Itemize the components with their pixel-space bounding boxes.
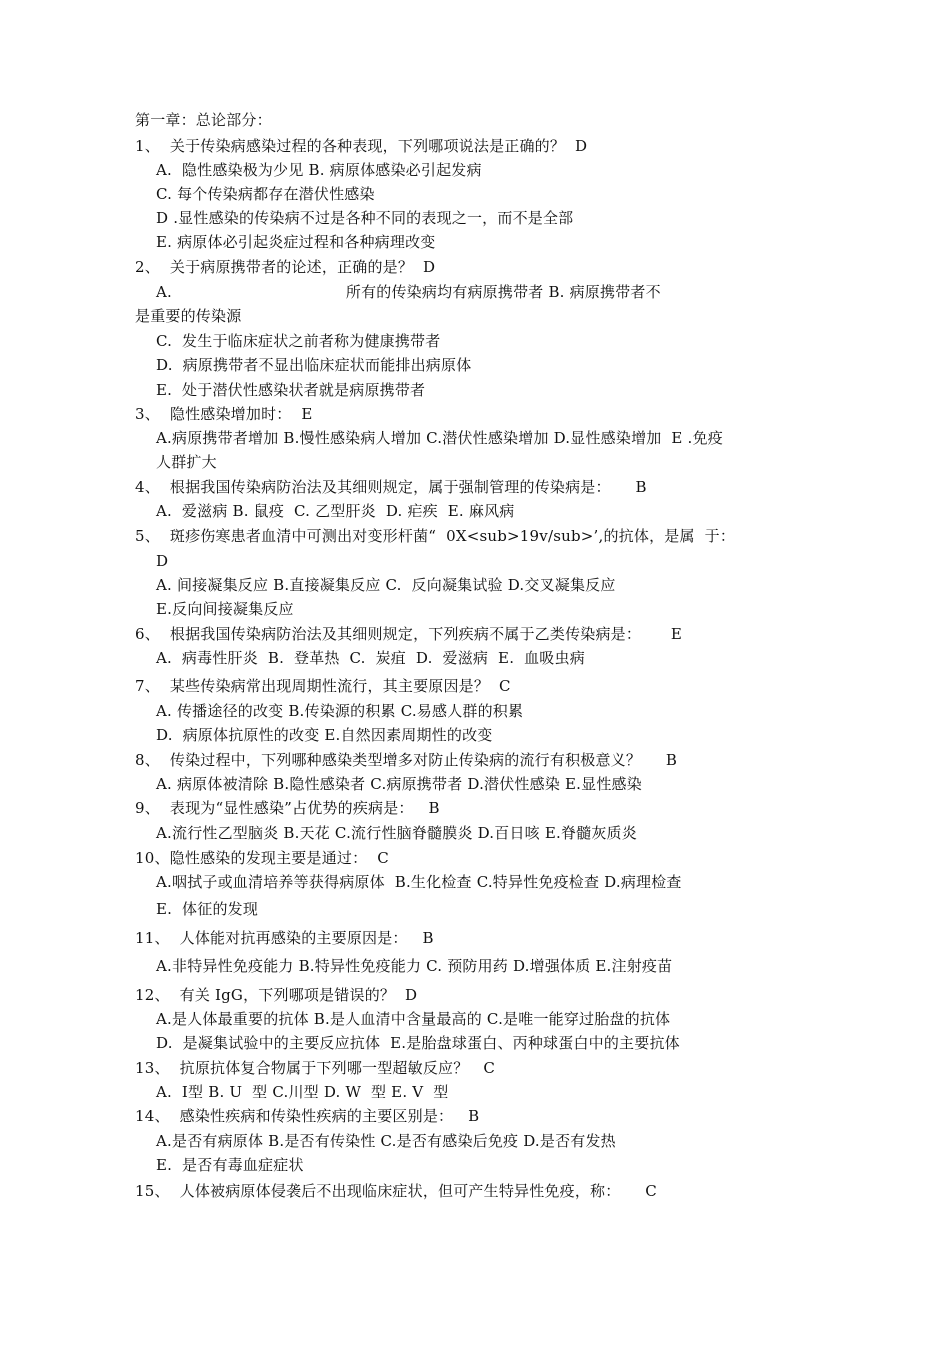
q1-option-line: D .显性感染的传染病不过是各种不同的表现之一，而不是全部 bbox=[156, 209, 574, 227]
question-15: 15、 人体被病原体侵袭后不出现临床症状，但可产生特异性免疫，称： C bbox=[135, 1182, 657, 1200]
q3-option-line: A.病原携带者增加 B.慢性感染病人增加 C.潜伏性感染增加 D.显性感染增加 E .免疫 bbox=[156, 429, 723, 447]
question-2: 2、 关于病原携带者的论述，正确的是？ D bbox=[135, 258, 436, 276]
question-4: 4、 根据我国传染病防治法及其细则规定，属于强制管理的传染病是： B bbox=[135, 478, 647, 496]
question-6: 6、 根据我国传染病防治法及其细则规定，下列疾病不属于乙类传染病是： E bbox=[135, 625, 683, 643]
q8-option-line: A. 病原体被清除 B.隐性感染者 C.病原携带者 D.潜伏性感染 E.显性感染 bbox=[156, 775, 642, 793]
question-13: 13、 抗原抗体复合物属于下列哪一型超敏反应？ C bbox=[135, 1059, 496, 1077]
q14-option-line: E. 是否有毒血症症状 bbox=[156, 1156, 304, 1174]
q10-option-line: E. 体征的发现 bbox=[156, 900, 259, 918]
question-12: 12、 有关 IgG，下列哪项是错误的？ D bbox=[135, 986, 418, 1004]
question-11: 11、 人体能对抗再感染的主要原因是： B bbox=[135, 929, 434, 947]
q3-option-line: 人群扩大 bbox=[156, 453, 217, 471]
question-9: 9、 表现为“显性感染”占优势的疾病是： B bbox=[135, 799, 440, 817]
q11-option-line: A.非特异性免疫能力 B.特异性免疫能力 C. 预防用药 D.增强体质 E.注射疫苗 bbox=[156, 957, 673, 975]
q1-option-line: A. 隐性感染极为少见 B. 病原体感染必引起发病 bbox=[156, 161, 482, 179]
q5-option-line: A. 间接凝集反应 B.直接凝集反应 C. 反向凝集试验 D.交叉凝集反应 bbox=[156, 576, 616, 594]
q5-answer: D bbox=[156, 552, 169, 570]
q2-option-line: D. 病原携带者不显出临床症状而能排出病原体 bbox=[156, 356, 472, 374]
question-8: 8、 传染过程中，下列哪种感染类型增多对防止传染病的流行有积极意义？ B bbox=[135, 751, 678, 769]
q6-option-line: A. 病毒性肝炎 B. 登革热 C. 炭疽 D. 爱滋病 E. 血吸虫病 bbox=[156, 649, 585, 667]
q1-option-line: E. 病原体必引起炎症过程和各种病理改变 bbox=[156, 233, 436, 251]
q4-option-line: A. 爱滋病 B. 鼠疫 C. 乙型肝炎 D. 疟疾 E. 麻风病 bbox=[156, 502, 515, 520]
question-3: 3、 隐性感染增加时： E bbox=[135, 405, 313, 423]
q12-option-line: A.是人体最重要的抗体 B.是人血清中含量最高的 C.是唯一能穿过胎盘的抗体 bbox=[156, 1010, 671, 1028]
q10-option-line: A.咽拭子或血清培养等获得病原体 B.生化检查 C.特异性免疫检查 D.病理检查 bbox=[156, 873, 682, 891]
q9-option-line: A.流行性乙型脑炎 B.天花 C.流行性脑脊髓膜炎 D.百日咳 E.脊髓灰质炎 bbox=[156, 824, 637, 842]
q1-option-line: C. 每个传染病都存在潜伏性感染 bbox=[156, 185, 375, 203]
q12-option-line: D. 是凝集试验中的主要反应抗体 E.是胎盘球蛋白、丙种球蛋白中的主要抗体 bbox=[156, 1034, 680, 1052]
q13-option-line: A. I型 B. U 型 C.川型 D. W 型 E. V 型 bbox=[156, 1083, 449, 1101]
question-5: 5、 斑疹伤寒患者血清中可测出对变形杆菌“ 0X<sub>19v/sub>’,的抗体，是属 于： bbox=[135, 527, 736, 545]
question-7: 7、 某些传染病常出现周期性流行，其主要原因是？ C bbox=[135, 677, 511, 695]
chapter-title: 第一章：总论部分： bbox=[135, 111, 272, 129]
q7-option-line: D. 病原体抗原性的改变 E.自然因素周期性的改变 bbox=[156, 726, 493, 744]
question-10: 10、隐性感染的发现主要是通过： C bbox=[135, 849, 389, 867]
q7-option-line: A. 传播途径的改变 B.传染源的积累 C.易感人群的积累 bbox=[156, 702, 524, 720]
q14-option-line: A.是否有病原体 B.是否有传染性 C.是否有感染后免疫 D.是否有发热 bbox=[156, 1132, 616, 1150]
q2-option-line: A. 所有的传染病均有病原携带者 B. 病原携带者不 bbox=[156, 283, 661, 301]
q2-option-line: C. 发生于临床症状之前者称为健康携带者 bbox=[156, 332, 441, 350]
q2-option-line: 是重要的传染源 bbox=[135, 307, 242, 325]
question-14: 14、 感染性疾病和传染性疾病的主要区别是： B bbox=[135, 1107, 480, 1125]
q2-option-line: E. 处于潜伏性感染状者就是病原携带者 bbox=[156, 381, 426, 399]
question-1: 1、 关于传染病感染过程的各种表现，下列哪项说法是正确的？ D bbox=[135, 137, 588, 155]
q5-option-line: E.反向间接凝集反应 bbox=[156, 600, 294, 618]
